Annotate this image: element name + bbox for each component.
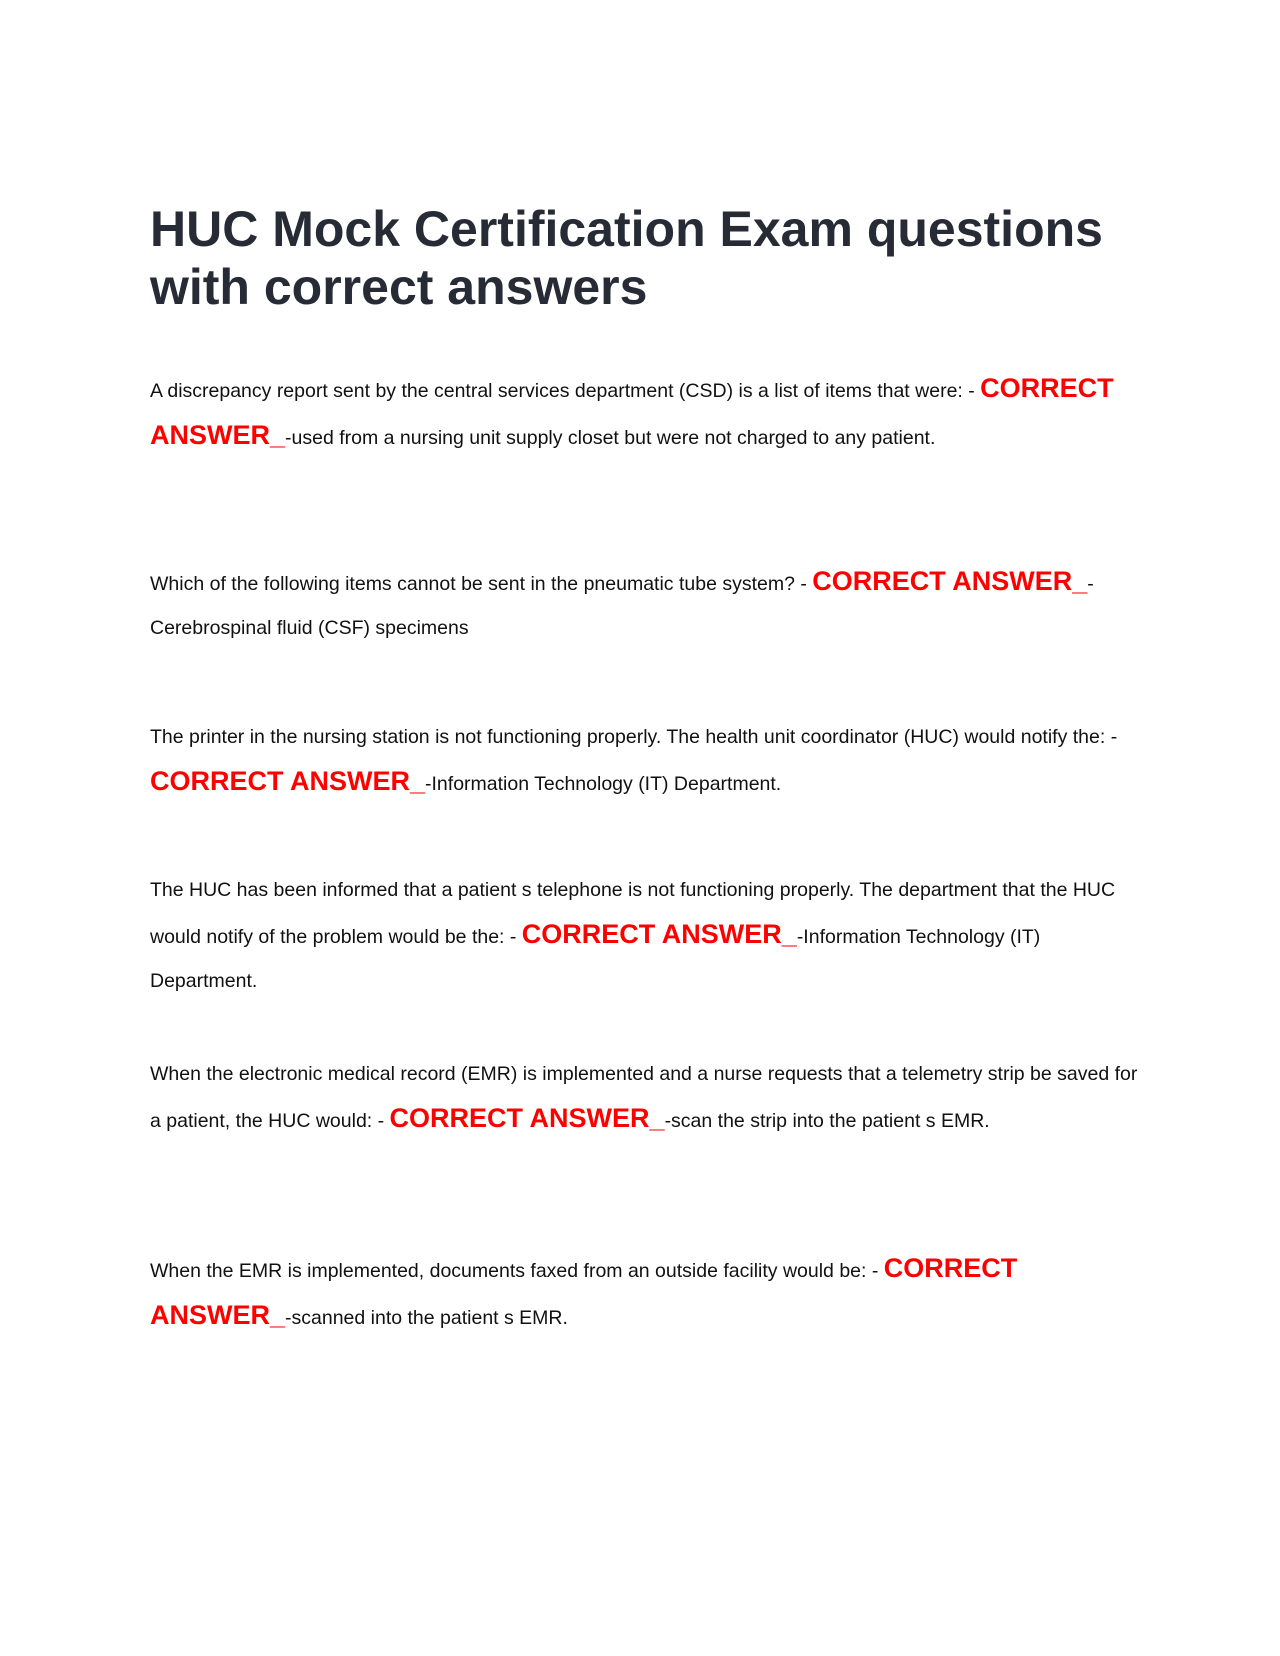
correct-answer-label: CORRECT ANSWER_ [521,919,797,949]
question-text: The HUC has been informed that a patient s telephone is not functioning properly. The department that the HUC would notify of the problem would be the: - [150,879,1116,948]
question-block [150,366,1140,460]
answer-text: -scan the strip into the patient s EMR. [664,1110,990,1132]
question-block [150,1052,1140,1143]
question-text: When the electronic medical record (EMR) is implemented and a nurse requests that a telemetry strip be saved for a patient, the HUC would: - [150,1063,1138,1132]
answer-text: -scanned into the patient s EMR. [285,1307,568,1329]
question-block [150,559,1140,650]
answer-text: -Information Technology (IT) Department. [425,773,782,795]
correct-answer-label: CORRECT ANSWER_ [812,566,1088,596]
question-block [150,1246,1140,1340]
question-block [150,715,1140,806]
correct-answer-label: CORRECT ANSWER_ [389,1103,665,1133]
question-text: A discrepancy report sent by the central services department (CSD) is a list of items that were: - [150,380,981,402]
question-text: Which of the following items cannot be sent in the pneumatic tube system? - [150,573,813,595]
correct-answer-label: CORRECT ANSWER_ [150,373,1114,450]
correct-answer-label: CORRECT ANSWER_ [150,1253,1018,1330]
answer-text: -used from a nursing unit supply closet but were not charged to any patient. [285,427,936,449]
answer-text: -Information Technology (IT) Department. [150,926,1041,992]
answer-text: -Cerebrospinal fluid (CSF) specimens [150,573,1094,639]
question-text: When the EMR is implemented, documents faxed from an outside facility would be: - [150,1260,884,1282]
question-block [150,868,1140,1003]
document-title: HUC Mock Certification Exam questions with correct answers [150,201,1103,315]
question-text: The printer in the nursing station is not functioning properly. The health unit coordinator (HUC) would notify the: - [150,726,1118,748]
correct-answer-label: CORRECT ANSWER_ [150,766,426,796]
